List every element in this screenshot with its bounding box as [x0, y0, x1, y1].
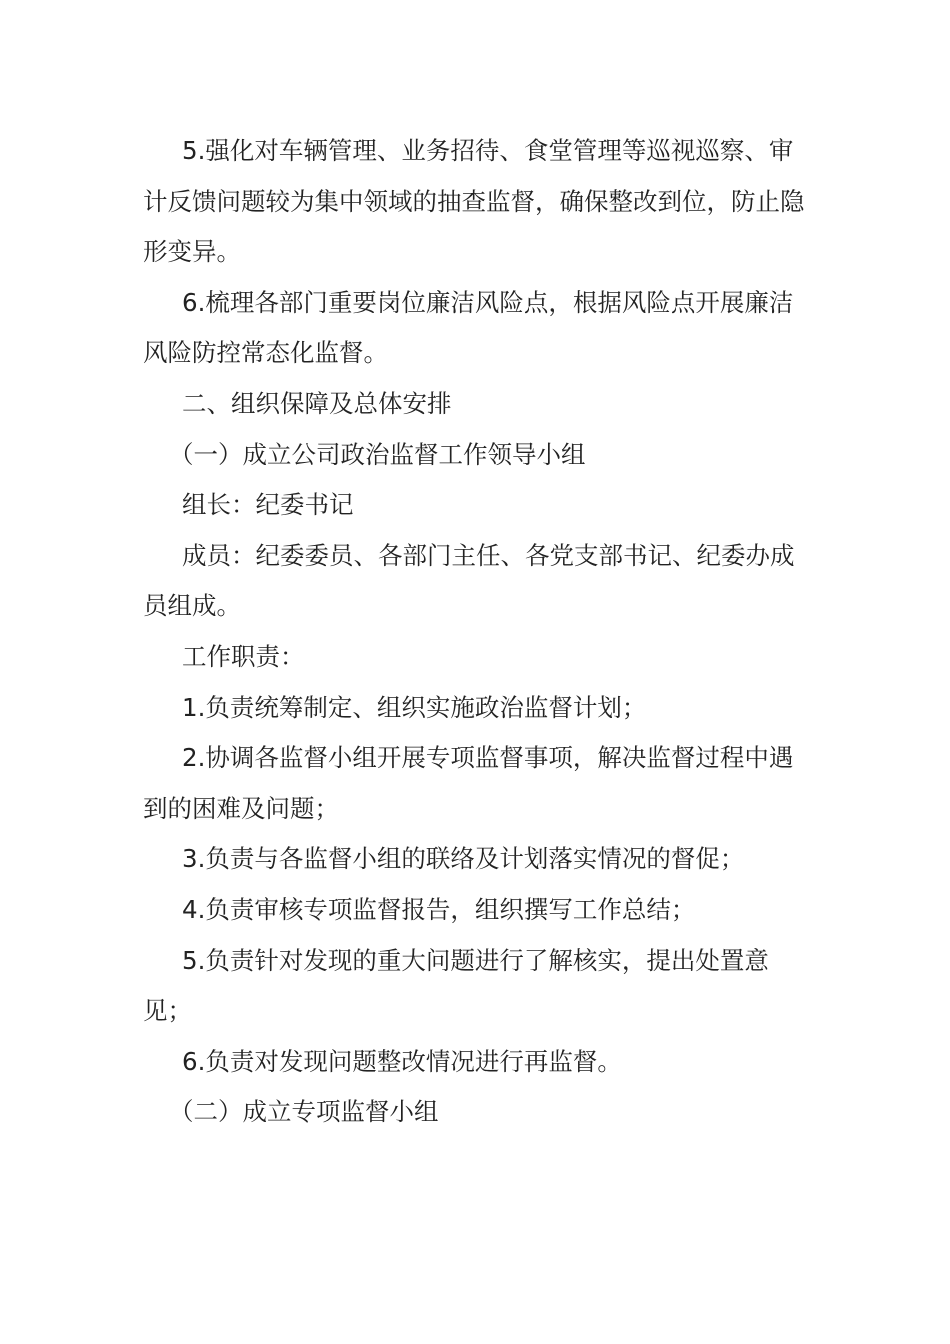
duty-item-5: 5.负责针对发现的重大问题进行了解核实，提出处置意见；	[143, 945, 769, 1026]
paragraph-item-5-vehicle-supervision: 5.强化对车辆管理、业务招待、食堂管理等巡视巡察、审计反馈问题较为集中领域的抽查监督，确保整改到位，防止隐形变异。	[143, 136, 805, 267]
document-body	[143, 126, 808, 1138]
duty-item-1: 1.负责统筹制定、组织实施政治监督计划；	[182, 692, 647, 722]
subsection-heading-leading-group: （一）成立公司政治监督工作领导小组	[169, 439, 586, 469]
paragraph-item-6-integrity-risk: 6.梳理各部门重要岗位廉洁风险点，根据风险点开展廉洁风险防控常态化监督。	[143, 287, 794, 368]
duty-item-4: 4.负责审核专项监督报告，组织撰写工作总结；	[182, 894, 696, 924]
section-heading-organization: 二、组织保障及总体安排	[182, 388, 452, 418]
duty-item-6: 6.负责对发现问题整改情况进行再监督。	[182, 1046, 622, 1076]
paragraph-group-members: 成员：纪委委员、各部门主任、各党支部书记、纪委办成员组成。	[143, 540, 795, 621]
paragraph-duties-label: 工作职责：	[182, 641, 305, 671]
duty-item-2: 2.协调各监督小组开展专项监督事项，解决监督过程中遇到的困难及问题；	[143, 743, 794, 823]
paragraph-group-leader: 组长：纪委书记	[182, 490, 354, 520]
subsection-heading-special-groups: （二）成立专项监督小组	[169, 1097, 439, 1127]
duty-item-3: 3.负责与各监督小组的联络及计划落实情况的督促；	[182, 844, 745, 874]
